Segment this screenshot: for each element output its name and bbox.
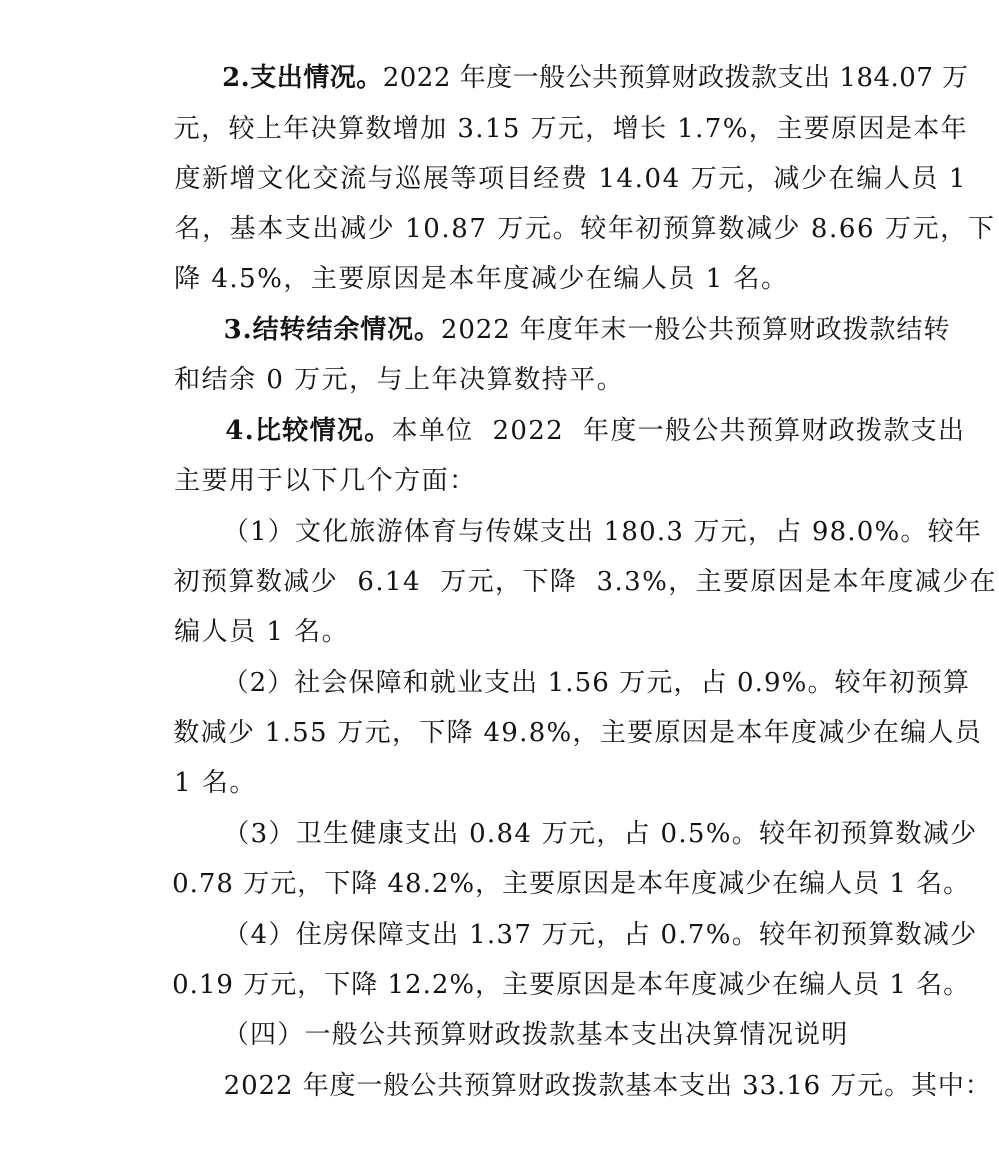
text-span: 本单位 2022 年度一般公共预算财政拨款支出 xyxy=(391,416,966,446)
text-span: 1 名。 xyxy=(174,768,257,798)
text-span: 数减少 1.55 万元，下降 49.8%，主要原因是本年度减少在编人员 xyxy=(173,718,983,748)
item-3-line-2 xyxy=(0,809,999,899)
text-span: 名，基本支出减少 10.87 万元。较年初预算数减少 8.66 万元，下 xyxy=(174,214,996,244)
heading-carryover: 3.结转结余情况。 xyxy=(223,315,441,345)
text-span: （1）文化旅游体育与传媒支出 180.3 万元，占 98.0%。较年 xyxy=(222,517,983,547)
text-span: 度新增文化交流与巡展等项目经费 14.04 万元，减少在编人员 1 xyxy=(174,164,968,194)
paragraph-comparison-line-2 xyxy=(0,406,999,496)
item-2-line-1 xyxy=(0,608,999,698)
text-span: （4）住房保障支出 1.37 万元，占 0.7%。较年初预算数减少 xyxy=(223,920,978,950)
text-span: （四）一般公共预算财政拨款基本支出决算情况说明 xyxy=(222,1020,849,1050)
paragraph-expenditure-line-2 xyxy=(0,54,999,144)
paragraph-carryover-line-2 xyxy=(0,305,999,395)
paragraph-basic-expenditure-line-1 xyxy=(0,1011,999,1101)
paragraph-comparison-line-1 xyxy=(0,356,999,446)
text-span: 主要用于以下几个方面： xyxy=(174,466,477,496)
text-span: 和结余 0 万元，与上年决算数持平。 xyxy=(174,365,625,395)
item-1-line-1 xyxy=(0,457,999,547)
text-span: 2022 年度一般公共预算财政拨款基本支出 33.16 万元。其中： xyxy=(223,1071,992,1101)
text-span: 0.19 万元，下降 12.2%，主要原因是本年度减少在编人员 1 名。 xyxy=(172,970,971,1000)
item-4-line-1 xyxy=(0,860,999,950)
text-span: 编人员 1 名。 xyxy=(174,617,350,647)
item-1-line-3 xyxy=(0,557,999,647)
item-4-line-2 xyxy=(0,910,999,1000)
text-span: 0.78 万元，下降 48.2%，主要原因是本年度减少在编人员 1 名。 xyxy=(172,869,971,899)
paragraph-expenditure-line-5 xyxy=(0,204,999,294)
paragraph-expenditure-line-1 xyxy=(0,3,969,93)
item-2-line-2 xyxy=(0,658,999,748)
text-span: （2）社会保障和就业支出 1.56 万元，占 0.9%。较年初预算 xyxy=(222,668,971,698)
item-3-line-1 xyxy=(0,759,999,849)
text-span: 初预算数减少 6.14 万元，下降 3.3%，主要原因是本年度减少在 xyxy=(173,567,998,597)
paragraph-expenditure-line-4 xyxy=(0,154,999,244)
item-2-line-3 xyxy=(0,708,999,798)
paragraph-expenditure-line-3 xyxy=(0,104,999,194)
heading-expenditure: 2.支出情况。 xyxy=(222,63,383,93)
paragraph-carryover-line-1 xyxy=(0,255,999,345)
item-1-line-2 xyxy=(0,507,999,597)
section-heading-basic-expenditure xyxy=(0,960,999,1050)
text-span: 降 4.5%，主要原因是本年度减少在编人员 1 名。 xyxy=(174,264,789,294)
text-span: 元，较上年决算数增加 3.15 万元，增长 1.7%，主要原因是本年 xyxy=(173,114,969,144)
heading-comparison: 4.比较情况。 xyxy=(225,416,392,446)
text-span: （3）卫生健康支出 0.84 万元，占 0.5%。较年初预算数减少 xyxy=(223,819,978,849)
text-span: 2022 年度一般公共预算财政拨款支出 184.07 万 xyxy=(382,63,969,93)
text-span: 2022 年度年末一般公共预算财政拨款结转 xyxy=(440,315,951,345)
